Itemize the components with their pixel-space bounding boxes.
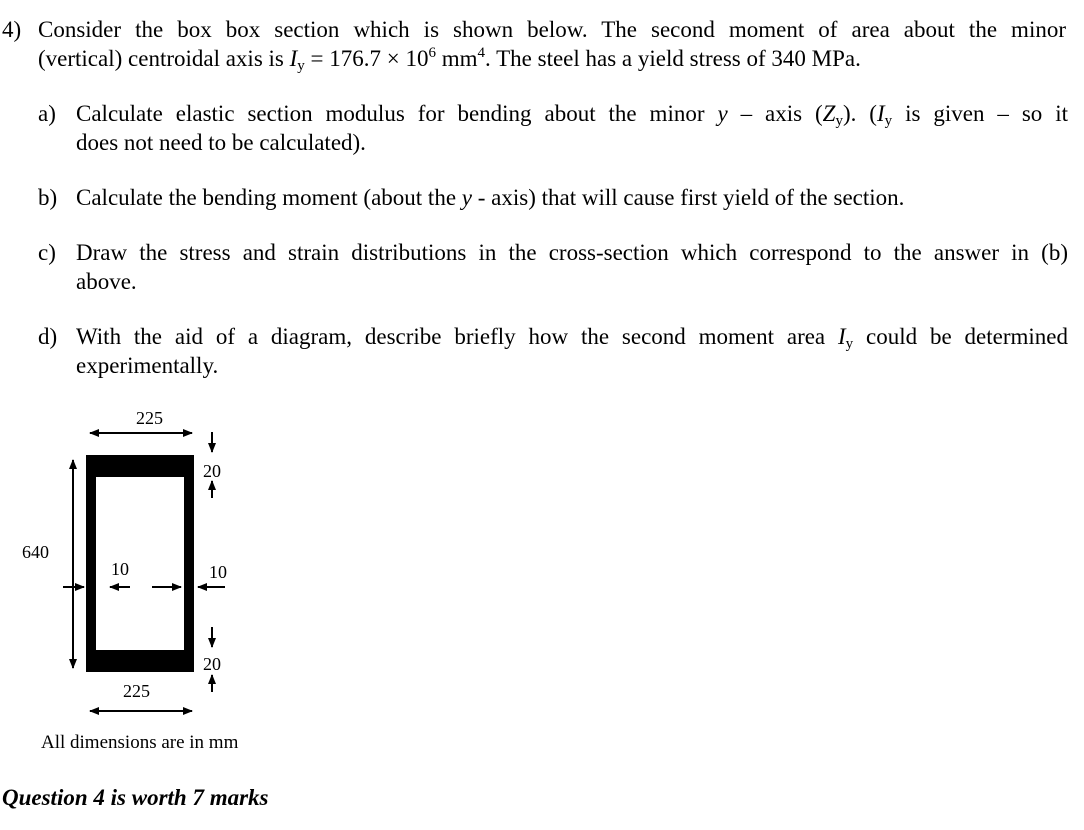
part-d-line-2: experimentally. xyxy=(76,353,219,378)
bottom-flange xyxy=(86,650,194,672)
part-a-line-2: does not need to be calculated). xyxy=(76,130,366,155)
marks-footer: Question 4 is worth 7 marks xyxy=(2,785,269,810)
top-flange-label: 20 xyxy=(203,461,221,481)
dimensions-caption: All dimensions are in mm xyxy=(41,732,239,753)
right-web xyxy=(184,455,194,672)
top-width-label: 225 xyxy=(136,408,163,428)
part-c-label: c) xyxy=(38,240,56,265)
bottom-width-label: 225 xyxy=(123,681,150,701)
height-label: 640 xyxy=(22,542,49,562)
question-number: 4) xyxy=(2,17,22,42)
left-web xyxy=(86,455,96,672)
part-d-line-1: With the aid of a diagram, describe briefly how the second moment area $I_y$ could be determined xyxy=(76,324,1068,352)
top-flange xyxy=(86,455,194,477)
part-d-label: d) xyxy=(38,324,58,349)
right-web-label: 10 xyxy=(209,562,227,582)
part-c-line-1: Draw the stress and strain distributions in the cross-section which correspond to the answer in (b) xyxy=(76,240,1068,265)
part-a-label: a) xyxy=(38,101,56,126)
bottom-flange-label: 20 xyxy=(203,654,221,674)
part-b-label: b) xyxy=(38,185,58,210)
part-a-line-1: Calculate elastic section modulus for bending about the minor y – axis $(Z_y)$. ($I_y$ is given – so it xyxy=(76,101,1068,129)
part-b-text: Calculate the bending moment (about the y - axis) that will cause first yield of the section. xyxy=(76,185,905,210)
left-web-label: 10 xyxy=(111,559,129,579)
question-line-2: (vertical) centroidal axis is $I_y = 176.7 \times 10^6$ $mm^4$. The steel has a yield stress of 340 MPa. xyxy=(38,45,861,74)
part-c-line-2: above. xyxy=(76,269,137,294)
question-line-1: Consider the box box section which is shown below. The second moment of area about the minor xyxy=(38,17,1066,42)
